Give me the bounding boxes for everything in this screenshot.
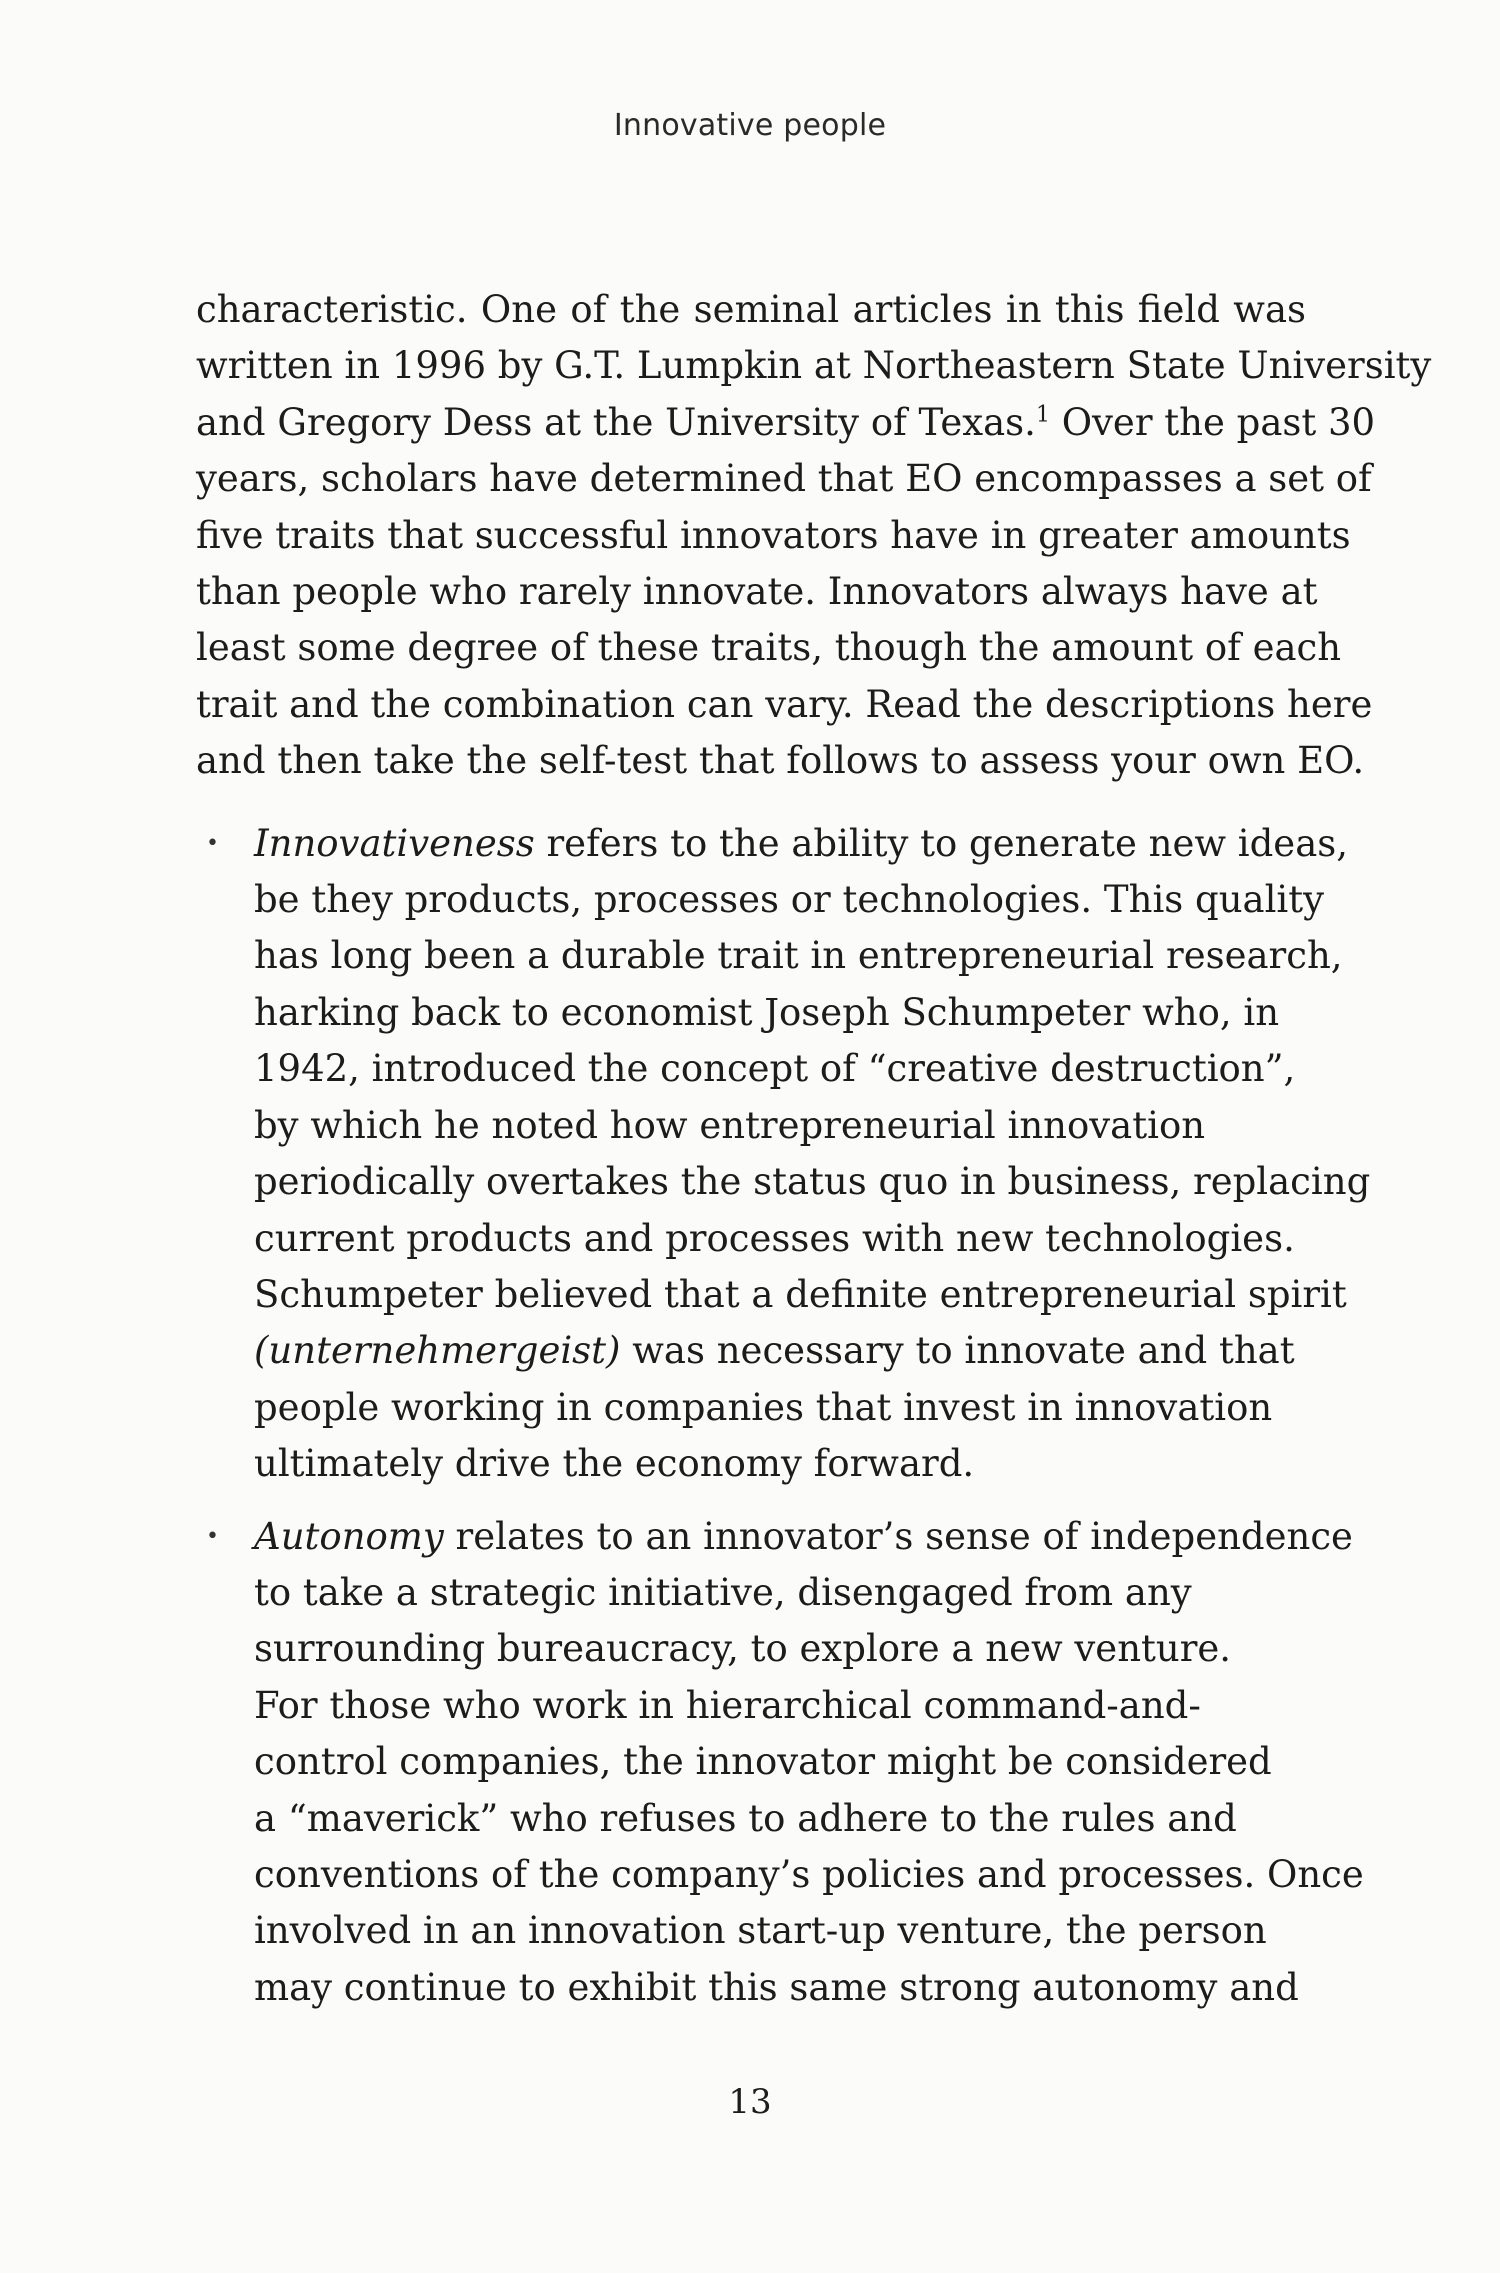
trait-list — [196, 816, 1371, 2017]
footnote-marker: 1 — [1035, 402, 1050, 428]
page-number: 13 — [728, 2082, 772, 2122]
text-line: a “maverick” who refuses to adhere to the rules and — [254, 1796, 1237, 1840]
text-line: trait and the combination can vary. Read the descriptions here — [196, 682, 1373, 726]
term-label: Innovativeness — [254, 821, 535, 865]
text-line — [254, 816, 1348, 872]
text-line: to take a strategic initiative, disengaged from any — [254, 1570, 1192, 1614]
text-line — [254, 1509, 1353, 1565]
text-line: harking back to economist Joseph Schumpeter who, in — [254, 990, 1280, 1034]
text-segment: Over the past 30 — [1049, 400, 1376, 444]
text-line: years, scholars have determined that EO encompasses a set of — [196, 457, 1372, 501]
text-line: control companies, the innovator might be considered — [254, 1740, 1272, 1784]
text-line: people working in companies that invest in innovation — [254, 1385, 1273, 1429]
text-line: current products and processes with new technologies. — [254, 1216, 1295, 1260]
text-segment: and Gregory Dess at the University of Texas. — [196, 400, 1036, 444]
bullet-icon: • — [206, 1523, 219, 1549]
text-line: ultimately drive the economy forward. — [254, 1442, 975, 1486]
text-line: involved in an innovation start-up venture, the person — [254, 1909, 1267, 1953]
text-line: periodically overtakes the status quo in business, replacing — [254, 1160, 1371, 1204]
term-label: Autonomy — [254, 1514, 444, 1558]
text-line: For those who work in hierarchical command-and- — [254, 1683, 1201, 1727]
text-line: may continue to exhibit this same strong autonomy and — [254, 1965, 1299, 2009]
text-line: has long been a durable trait in entrepreneurial research, — [254, 934, 1343, 978]
text-line — [196, 395, 1376, 451]
text-line: five traits that successful innovators have in greater amounts — [196, 513, 1351, 557]
running-head: Innovative people — [613, 108, 887, 143]
text-line: characteristic. One of the seminal articles in this field was — [196, 288, 1306, 331]
text-line: than people who rarely innovate. Innovators always have at — [196, 570, 1318, 614]
list-item-innovativeness — [196, 816, 1371, 1493]
italic-phrase: (unternehmergeist) — [254, 1329, 621, 1373]
text-line: 1942, introduced the concept of “creative destruction”, — [254, 1047, 1296, 1091]
text-segment: refers to the ability to generate new ideas, — [534, 821, 1348, 865]
text-line: Schumpeter believed that a definite entrepreneurial spirit — [254, 1272, 1347, 1316]
text-line: conventions of the company’s policies and processes. Once — [254, 1852, 1364, 1896]
list-item-autonomy — [196, 1509, 1364, 2017]
text-line: by which he noted how entrepreneurial innovation — [254, 1103, 1206, 1147]
text-line: be they products, processes or technologies. This quality — [254, 878, 1325, 922]
text-segment: relates to an innovator’s sense of independence — [443, 1514, 1353, 1558]
text-line: least some degree of these traits, though the amount of each — [196, 626, 1342, 670]
bullet-icon: • — [206, 830, 219, 856]
text-line: written in 1996 by G.T. Lumpkin at Northeastern State University — [196, 344, 1432, 388]
text-line: and then take the self-test that follows to assess your own EO. — [196, 739, 1365, 783]
intro-paragraph — [196, 282, 1432, 790]
main-text — [196, 282, 1432, 2032]
text-line — [254, 1323, 1306, 1379]
text-segment: was necessary to innovate and that — [620, 1329, 1295, 1373]
text-line: surrounding bureaucracy, to explore a new venture. — [254, 1627, 1232, 1671]
